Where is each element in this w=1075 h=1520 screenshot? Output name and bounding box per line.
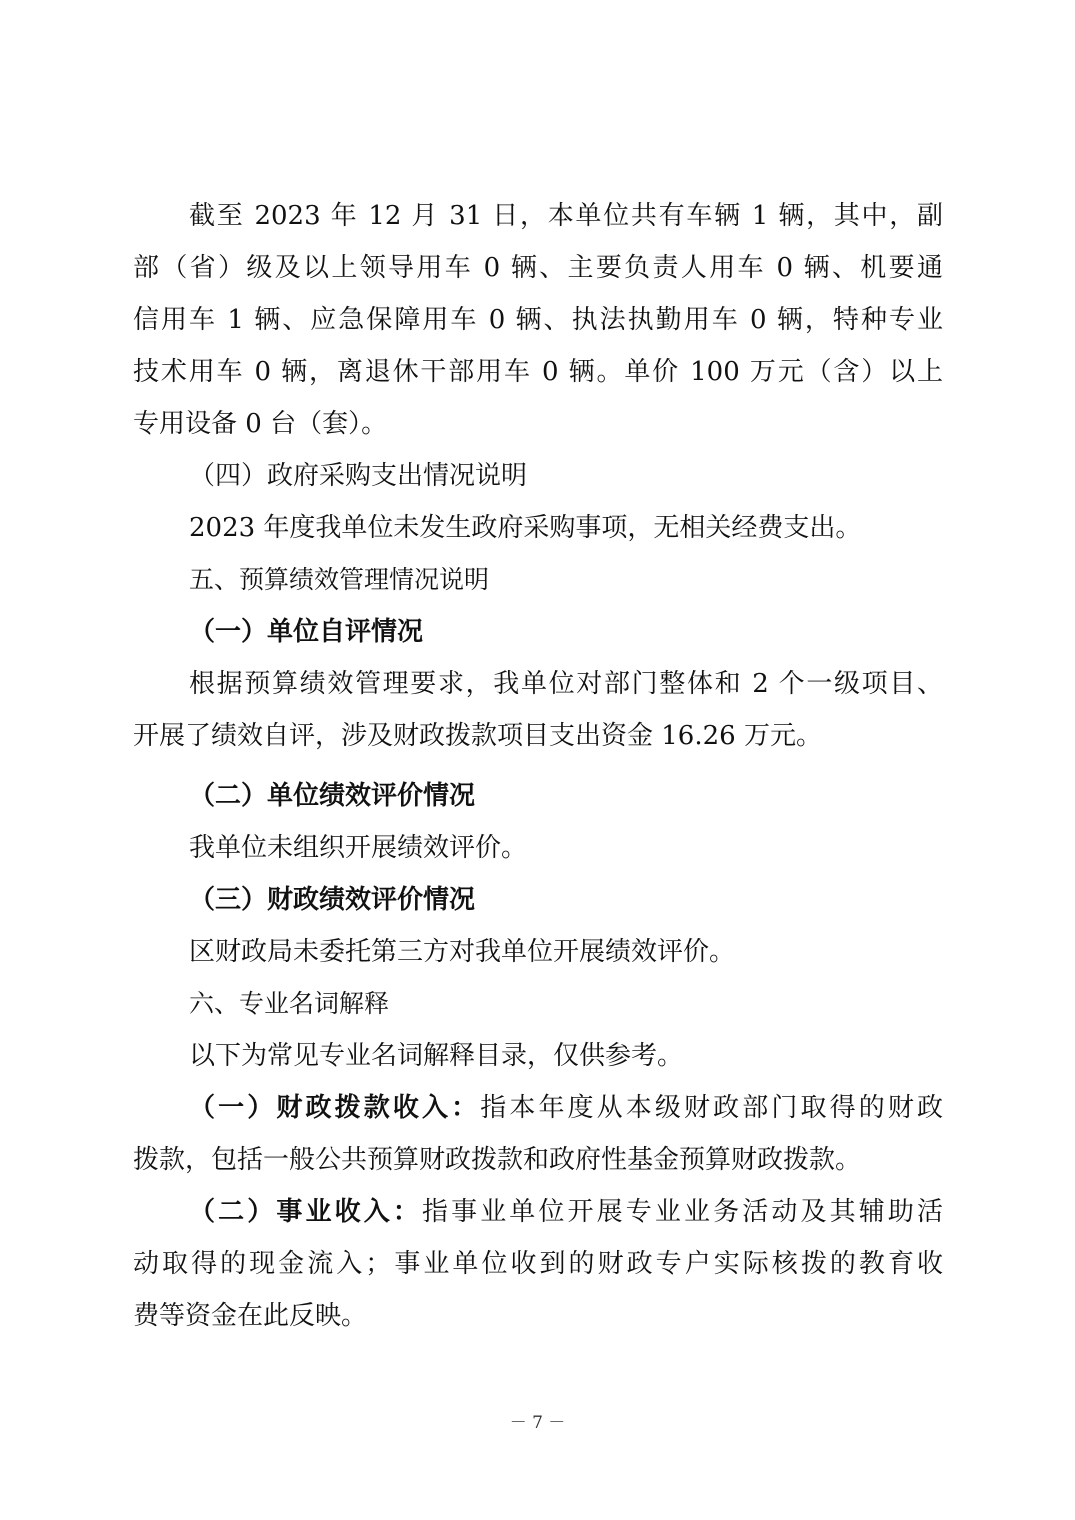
finance-eval-paragraph: 区财政局未委托第三方对我单位开展绩效评价。	[189, 937, 736, 967]
vehicles-line-3: 信用车 1 辆、应急保障用车 0 辆、执法执勤用车 0 辆，特种专业	[133, 305, 943, 335]
page-number: － 7 －	[509, 1413, 566, 1433]
term2-line-3: 费等资金在此反映。	[133, 1301, 368, 1331]
section5-heading: 五、预算绩效管理情况说明	[189, 565, 490, 594]
vehicles-line-5: 专用设备 0 台（套）。	[133, 409, 388, 439]
sub1-heading: （一）单位自评情况	[189, 617, 424, 647]
term1-line-2: 拨款，包括一般公共预算财政拨款和政府性基金预算财政拨款。	[133, 1145, 862, 1175]
term2-text-1: 指事业单位开展专业业务活动及其辅助活	[421, 1197, 943, 1227]
self-eval-line-2: 开展了绩效自评，涉及财政拨款项目支出资金 16.26 万元。	[133, 721, 822, 751]
vehicles-line-2: 部（省）级及以上领导用车 0 辆、主要负责人用车 0 辆、机要通	[133, 253, 943, 283]
sub3-heading: （三）财政绩效评价情况	[189, 885, 476, 915]
term2-line-1	[133, 1186, 943, 1238]
unit-eval-paragraph: 我单位未组织开展绩效评价。	[189, 833, 528, 863]
term2-line-2: 动取得的现金流入；事业单位收到的财政专户实际核拨的教育收	[133, 1249, 943, 1279]
document-body	[133, 190, 943, 1342]
vehicles-line-4: 技术用车 0 辆，离退休干部用车 0 辆。单价 100 万元（含）以上	[133, 357, 943, 387]
term2-label: （二）事业收入：	[189, 1197, 422, 1227]
procurement-paragraph: 2023 年度我单位未发生政府采购事项，无相关经费支出。	[189, 513, 862, 543]
section4-heading: （四）政府采购支出情况说明	[189, 461, 528, 491]
section6-heading: 六、专业名词解释	[189, 989, 390, 1018]
vehicles-line-1: 截至 2023 年 12 月 31 日，本单位共有车辆 1 辆，其中，副	[189, 201, 943, 231]
glossary-intro: 以下为常见专业名词解释目录，仅供参考。	[189, 1041, 684, 1071]
self-eval-line-1: 根据预算绩效管理要求，我单位对部门整体和 2 个一级项目、	[189, 669, 943, 699]
sub2-heading: （二）单位绩效评价情况	[189, 781, 476, 811]
term1-text-1: 指本年度从本级财政部门取得的财政	[480, 1093, 943, 1123]
term1-line-1	[133, 1082, 943, 1134]
term1-label: （一）财政拨款收入：	[189, 1093, 481, 1123]
